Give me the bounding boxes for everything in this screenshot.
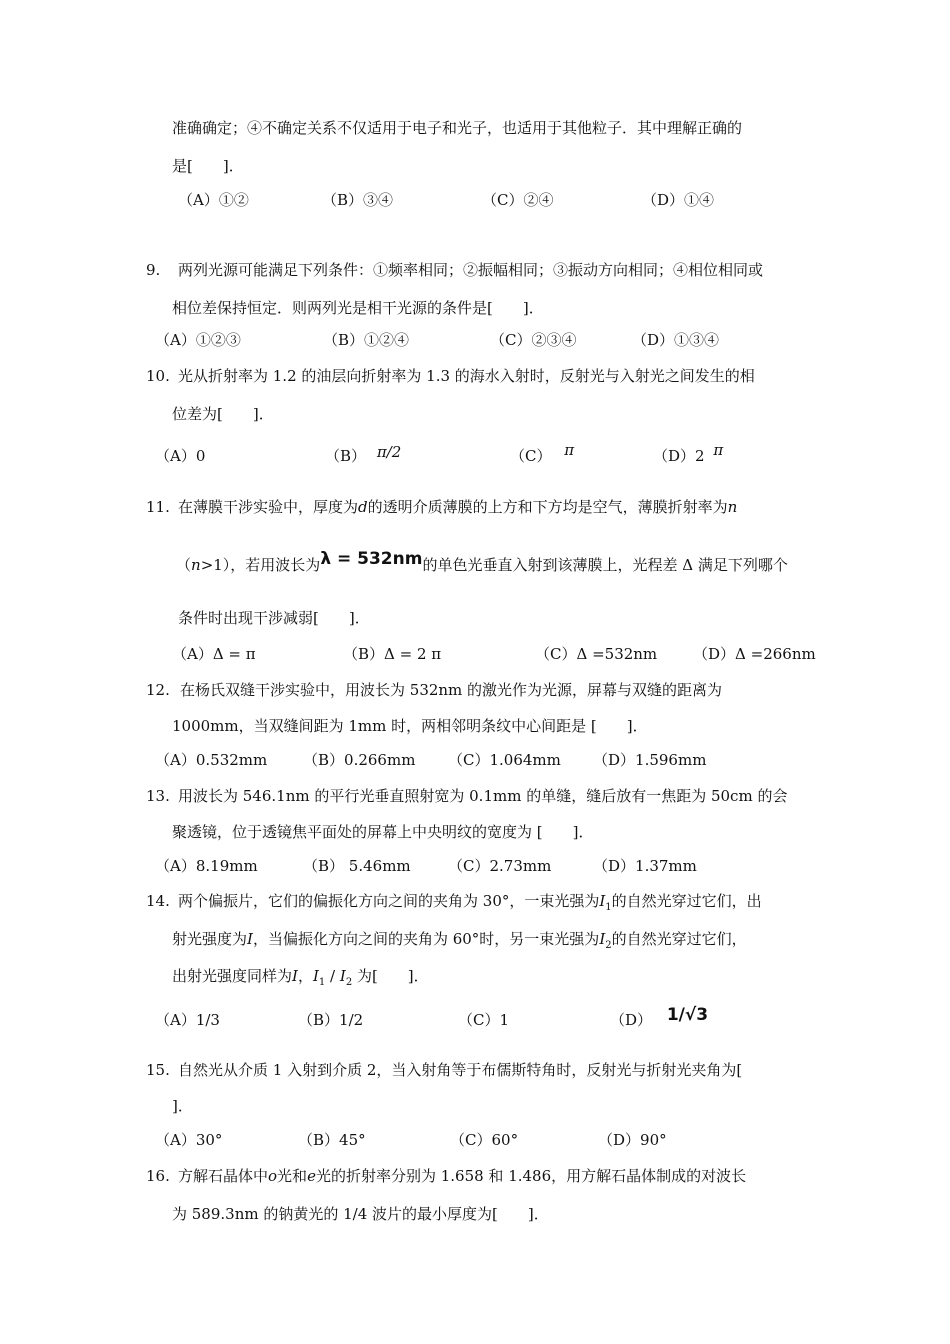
q12-number: 12. [146, 681, 170, 699]
q10-option-d [653, 441, 724, 466]
q11-number: 11. [146, 498, 170, 516]
q8-line2: 是[ ]． [172, 157, 244, 175]
q11-line1 [178, 497, 737, 517]
q12-line2: 1000mm，当双缝间距为 1mm 时，两相邻明条纹中心间距是 [ ]． [172, 717, 648, 735]
q10-option-c-math: π [564, 441, 575, 459]
q14-option-d-math: 1/√3 [666, 1005, 709, 1025]
q14-line2-text-a: 射光强度为 [172, 930, 248, 948]
q15-option-d: （D）90° [598, 1131, 667, 1149]
q16-var-o: o [268, 1167, 278, 1185]
q16-line1 [178, 1166, 746, 1186]
q11-line2-text-a: （ [176, 556, 192, 574]
q11-option-b: （B）Δ = 2 π [343, 645, 442, 663]
q12-option-a: （A）0.532mm [155, 751, 268, 769]
q10-number: 10. [146, 367, 170, 385]
q13-option-b: （B） 5.46mm [303, 857, 411, 875]
q14-sub-1: 1 [605, 902, 612, 913]
q16-line1-text-c: 光的折射率分别为 1.658 和 1.486，用方解石晶体制成的对波长 [315, 1167, 747, 1185]
q14-var-i: I [247, 930, 253, 948]
q16-var-e: e [307, 1167, 316, 1185]
q11-option-d: （D）Δ =266nm [693, 645, 816, 663]
q10-line1: 光从折射率为 1.2 的油层向折射率为 1.3 的海水入射时，反射光与入射光之间发生的相 [178, 367, 755, 385]
q11-var-n: n [727, 498, 738, 516]
q14-option-d [610, 1005, 709, 1030]
q16-line2: 为 589.3nm 的钠黄光的 1/4 波片的最小厚度为[ ]． [172, 1205, 549, 1223]
q14-option-b: （B）1/2 [298, 1011, 364, 1029]
q14-var-i-3: I [292, 967, 298, 985]
q13-number: 13. [146, 787, 170, 805]
q14-line2-text-c: 的自然光穿过它们， [611, 930, 747, 948]
q10-option-c [510, 441, 575, 466]
q11-line1-text-a: 在薄膜干涉实验中，厚度为 [178, 498, 359, 516]
q14-line3-text-a: 出射光强度同样为 [172, 967, 293, 985]
q14-ratio-i2: I [339, 967, 346, 985]
q9-option-c: （C）②③④ [490, 331, 577, 349]
q12-option-b: （B）0.266mm [303, 751, 416, 769]
q12-option-c: （C）1.064mm [448, 751, 561, 769]
q8-option-b: （B）③④ [322, 191, 394, 209]
q9-number: 9. [146, 261, 161, 279]
q14-ratio-slash: / [325, 967, 340, 985]
q14-line3-text-b: ， [297, 967, 313, 985]
q10-option-b-math: π/2 [376, 443, 402, 461]
q14-option-c: （C）1 [458, 1011, 510, 1029]
q8-option-a: （A）①② [178, 191, 249, 209]
q10-option-d-label: （D）2 [653, 447, 705, 465]
q14-ratio-sub-2: 2 [345, 977, 353, 988]
q14-line1-text-b: 的自然光穿过它们，出 [611, 892, 762, 910]
q10-option-c-label: （C） [510, 447, 552, 465]
q14-ratio-sub-1: 1 [318, 977, 326, 988]
q11-option-a: （A）Δ = π [172, 645, 256, 663]
q15-number: 15. [146, 1061, 170, 1079]
q14-sub-2: 2 [605, 940, 612, 951]
q10-option-a: （A）0 [155, 447, 206, 465]
q8-option-d: （D）①④ [642, 191, 715, 209]
q14-number: 14. [146, 892, 170, 910]
q15-option-c: （C）60° [450, 1131, 519, 1149]
q11-line2-text-b: >1），若用波长为 [200, 556, 321, 574]
q14-var-i1: I [599, 892, 606, 910]
q15-line2: ]． [172, 1097, 193, 1115]
q8-option-c: （C）②④ [482, 191, 554, 209]
q9-line2: 相位差保持恒定．则两列光是相干光源的条件是[ ]． [172, 299, 544, 317]
q10-option-b-label: （B） [325, 447, 367, 465]
q11-line2-text-c: 的单色光垂直入射到该薄膜上，光程差 Δ 满足下列哪个 [422, 556, 788, 574]
q10-option-b [325, 443, 402, 466]
q16-number: 16. [146, 1167, 170, 1185]
q9-option-b: （B）①②④ [323, 331, 410, 349]
q11-line1-text-b: 的透明介质薄膜的上方和下方均是空气，薄膜折射率为 [367, 498, 728, 516]
q14-option-a: （A）1/3 [155, 1011, 220, 1029]
q16-line1-text-b: 光和 [277, 1167, 308, 1185]
q15-line1: 自然光从介质 1 入射到介质 2，当入射角等于布儒斯特角时，反射光与折射光夹角为[ [178, 1061, 743, 1079]
q15-option-b: （B）45° [298, 1131, 366, 1149]
q8-line1: 准确确定；④不确定关系不仅适用于电子和光子，也适用于其他粒子．其中理解正确的 [172, 119, 743, 137]
q14-line2-text-b: ，当偏振化方向之间的夹角为 60°时，另一束光强为 [252, 930, 600, 948]
q11-var-d: d [358, 498, 368, 516]
q10-option-d-math: π [713, 441, 724, 459]
q12-option-d: （D）1.596mm [593, 751, 707, 769]
q14-line2 [172, 929, 747, 956]
q14-option-d-label: （D） [610, 1011, 653, 1029]
q13-line2: 聚透镜，位于透镜焦平面处的屏幕上中央明纹的宽度为 [ ]． [172, 823, 594, 841]
q14-line3 [172, 966, 429, 993]
q13-option-d: （D）1.37mm [593, 857, 697, 875]
q16-line1-text-a: 方解石晶体中 [178, 1167, 269, 1185]
q14-line1-text-a: 两个偏振片，它们的偏振化方向之间的夹角为 30°，一束光强为 [178, 892, 600, 910]
q11-line2 [176, 549, 788, 575]
q14-var-i2: I [599, 930, 606, 948]
q14-line3-text-c: 为[ ]． [352, 967, 429, 985]
q10-line2: 位差为[ ]． [172, 405, 274, 423]
q13-line1: 用波长为 546.1nm 的平行光垂直照射宽为 0.1mm 的单缝，缝后放有一焦距为 50cm 的会 [178, 787, 788, 805]
q9-option-d: （D）①③④ [632, 331, 720, 349]
q15-option-a: （A）30° [155, 1131, 223, 1149]
q11-wavelength-formula: λ = 532nm [320, 549, 423, 569]
q9-line1: 两列光源可能满足下列条件：①频率相同；②振幅相同；③振动方向相同；④相位相同或 [178, 261, 764, 279]
q11-var-n-2: n [191, 556, 201, 574]
q13-option-a: （A）8.19mm [155, 857, 258, 875]
q14-line1 [178, 891, 762, 918]
q13-option-c: （C）2.73mm [448, 857, 552, 875]
q12-line1: 在杨氏双缝干涉实验中，用波长为 532nm 的激光作为光源，屏幕与双缝的距离为 [180, 681, 723, 699]
q9-option-a: （A）①②③ [155, 331, 241, 349]
q11-line3: 条件时出现干涉减弱[ ]． [178, 609, 370, 627]
q11-option-c: （C）Δ =532nm [535, 645, 658, 663]
q14-ratio-i1: I [312, 967, 319, 985]
